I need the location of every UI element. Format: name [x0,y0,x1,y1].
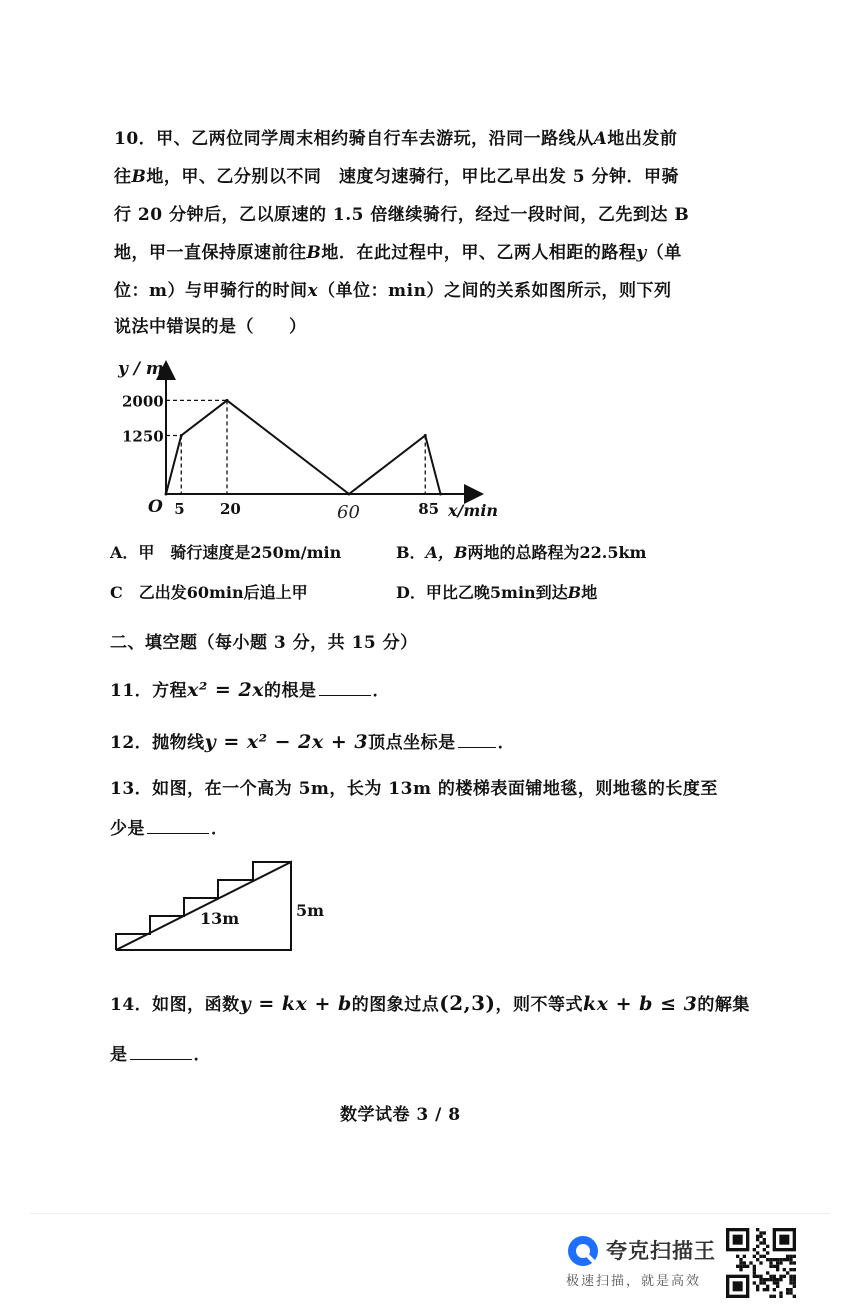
q14-point: (2,3) [439,991,496,1015]
watermark-divider [30,1213,830,1214]
staircase-figure [110,852,340,962]
q10-line-3: 行 20 分钟后，乙以原速的 1.5 倍继续骑行，经过一段时间，乙先到达 B [114,205,690,225]
q12: 12．抛物线y = x² − 2x + 3顶点坐标是 ． [110,731,516,753]
answer-blank [319,679,371,696]
answer-blank [130,1043,192,1060]
option-b: B．A，B两地的总路程为22.5km [396,543,647,562]
q11: 11．方程x² = 2x的根是 ． [110,679,391,701]
q10-line-2: 往B地，甲、乙分别以不同 速度匀速骑行，甲比乙早出发 5 分钟．甲骑 [114,167,680,187]
q12-equation: y = x² − 2x + 3 [204,731,369,753]
staircase-triangle [116,862,291,950]
q10-line-6: 说法中错误的是（ ） [114,317,307,337]
x-axis-label: x/min [448,501,499,520]
brand-slogan: 极速扫描，就是高效 [566,1274,702,1289]
scanner-watermark [564,1232,724,1296]
hypotenuse-label: 13m [200,909,240,928]
distance-series-line [166,400,441,494]
y-tick-label: 2000 [122,392,164,411]
qr-code-icon [726,1228,796,1298]
q10-line-1: 10．甲、乙两位同学周末相约骑自行车去游玩，沿同一路线从A地出发前 [114,129,678,149]
data-point [439,493,442,496]
q10-line-4: 地，甲一直保持原速前往B地．在此过程中，甲、乙两人相距的路程y（单 [114,243,682,263]
x-tick-label: 85 [418,500,440,518]
x-tick-label: 5 [174,500,185,518]
q13-line-1: 13．如图，在一个高为 5m，长为 13m 的楼梯表面铺地毯，则地毯的长度至 [110,779,718,799]
option-a: A．甲 骑行速度是250m/min [110,543,342,562]
section-2-heading: 二、填空题（每小题 3 分，共 15 分） [110,633,418,653]
data-point [165,493,168,496]
q14-line-2: 是 ． [110,1045,211,1065]
distance-time-graph [110,350,520,530]
q14-line-1: 14．如图，函数y = kx + b的图象过点(2,3)，则不等式kx + b ≤ 3的解集 [110,991,750,1015]
q14-inequality: kx + b ≤ 3 [583,993,698,1015]
answer-blank [147,817,209,834]
page-footer: 数学试卷 3 / 8 [340,1105,461,1125]
y-tick-label: 1250 [122,427,164,446]
data-point [348,493,351,496]
x-tick-label: 20 [220,500,241,518]
q10-line-5: 位：m）与甲骑行的时间x（单位：min）之间的关系如图所示，则下列 [114,281,672,301]
answer-blank [458,731,496,748]
origin-label: O [148,497,163,517]
option-d: D．甲比乙晚5min到达B地 [396,583,598,602]
option-c: C 乙出发60min后追上甲 [110,583,308,602]
q11-equation: x² = 2x [187,679,265,701]
scanner-logo-icon [566,1234,600,1268]
q14-function: y = kx + b [239,993,352,1015]
height-label: 5m [296,901,325,920]
y-axis-label: y / m [118,359,164,379]
brand-name: 夸克扫描王 [606,1239,716,1263]
q13-line-2: 少是 ． [110,819,229,839]
handwritten-tick-label: 60 [337,502,360,523]
